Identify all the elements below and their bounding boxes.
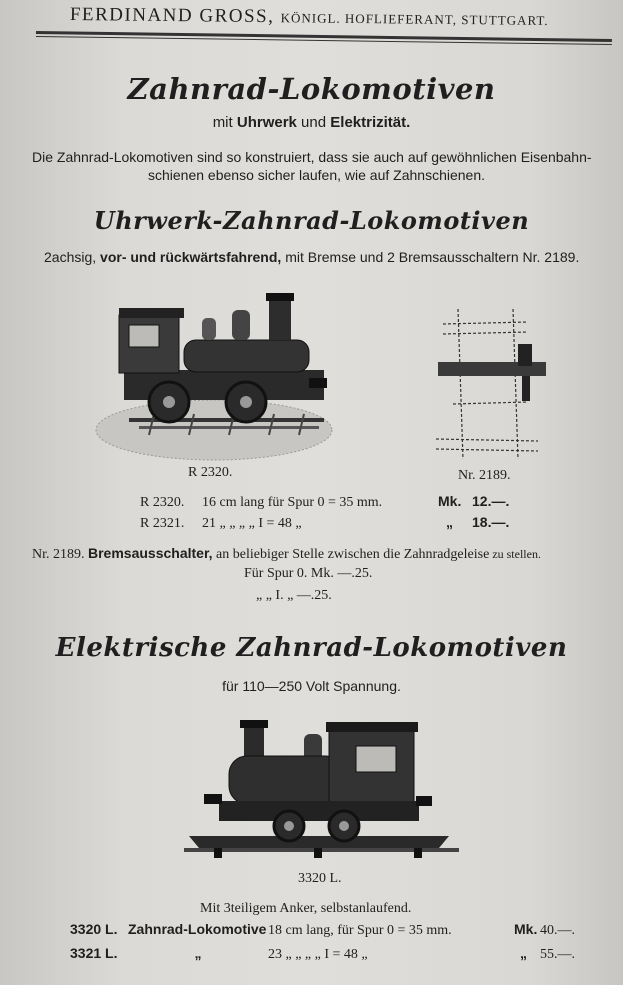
switch-number: Nr. 2189. bbox=[32, 547, 85, 562]
row-number: R 2321. bbox=[140, 516, 185, 531]
section1-subtitle bbox=[0, 114, 623, 131]
caption-r2320: R 2320. bbox=[188, 465, 233, 480]
row-price: 40.—. bbox=[540, 923, 575, 938]
page-header bbox=[70, 4, 549, 31]
row-number: 3321 L. bbox=[70, 945, 118, 961]
row-length: 21 „ „ „ „ I = 48 „ bbox=[202, 516, 302, 531]
section1-title: Zahnrad-Lokomotiven bbox=[127, 72, 496, 106]
section1-paragraph-line1: Die Zahnrad-Lokomotiven sind so konstruiert, dass sie auch auf gewöhnlichen Eisenbahn- bbox=[32, 149, 592, 165]
price-row bbox=[70, 937, 575, 963]
caption-nr2189: Nr. 2189. bbox=[458, 468, 511, 483]
row-number: R 2320. bbox=[140, 495, 185, 510]
brake-switch-illustration bbox=[428, 304, 548, 466]
subtitle-bold-elektrizitaet: Elektrizität. bbox=[330, 114, 411, 131]
desc-bold: vor- und rückwärtsfahrend, bbox=[100, 249, 282, 265]
header-company: FERDINAND GROSS, bbox=[69, 4, 275, 28]
header-tail: KÖNIGL. HOFLIEFERANT, STUTTGART. bbox=[280, 10, 549, 29]
row-price: 55.—. bbox=[540, 947, 575, 962]
section2-description bbox=[44, 249, 579, 265]
switch-name: Bremsausschalter, bbox=[88, 545, 213, 561]
desc-text-post: mit Bremse und 2 Bremsausschaltern Nr. 2189. bbox=[281, 249, 580, 265]
section3-title: Elektrische Zahnrad-Lokomotiven bbox=[55, 633, 568, 663]
electric-locomotive-illustration bbox=[184, 716, 459, 866]
row-number: 3320 L. bbox=[70, 921, 118, 937]
section2-title: Uhrwerk-Zahnrad-Lokomotiven bbox=[93, 206, 530, 235]
switch-price-2: „ „ I. „ —.25. bbox=[256, 588, 332, 603]
section3-subtitle: für 110—250 Volt Spannung. bbox=[222, 678, 401, 694]
price-row bbox=[140, 493, 509, 511]
subtitle-text: mit bbox=[212, 114, 237, 131]
switch-price-1: Für Spur 0. Mk. —.25. bbox=[244, 566, 373, 581]
row-price: 12.—. bbox=[472, 493, 510, 509]
row-mk: Mk. bbox=[438, 493, 462, 509]
caption-3320l: 3320 L. bbox=[298, 871, 342, 886]
row-name: Zahnrad-Lokomotive bbox=[128, 921, 267, 937]
row-mk: „ bbox=[446, 514, 453, 530]
row-length: 16 cm lang für Spur 0 = 35 mm. bbox=[202, 495, 383, 510]
anker-note: Mit 3teiligem Anker, selbstanlaufend. bbox=[200, 901, 412, 916]
section1-paragraph-line2: schienen ebenso sicher laufen, wie auf Zahnschienen. bbox=[148, 167, 485, 183]
row-price: 18.—. bbox=[472, 514, 510, 530]
row-mk: „ bbox=[520, 945, 527, 961]
row-name: „ bbox=[194, 945, 202, 961]
subtitle-bold-uhrwerk: Uhrwerk bbox=[236, 114, 297, 131]
header-rule bbox=[36, 31, 612, 45]
subtitle-text-mid: und bbox=[296, 114, 331, 131]
switch-text: an beliebiger Stelle zwischen die Zahnradgeleise bbox=[212, 547, 490, 562]
switch-text-tail: zu stellen. bbox=[489, 547, 541, 561]
price-row bbox=[140, 514, 509, 532]
row-length: 18 cm lang, für Spur 0 = 35 mm. bbox=[268, 923, 452, 938]
clockwork-locomotive-illustration bbox=[94, 290, 339, 465]
desc-text: 2achsig, bbox=[44, 249, 101, 265]
row-mk: Mk. bbox=[514, 921, 538, 937]
brake-switch-description bbox=[32, 545, 541, 563]
row-length: 23 „ „ „ „ I = 48 „ bbox=[268, 947, 368, 962]
